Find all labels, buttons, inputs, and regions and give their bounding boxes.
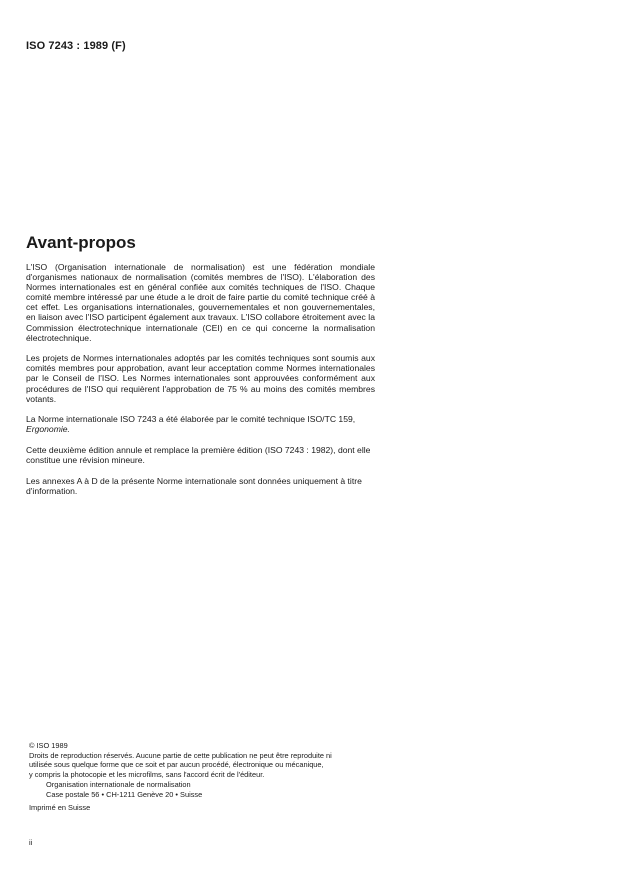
rights-line-1: Droits de reproduction réservés. Aucune partie de cette publication ne peut être reproduite ni	[29, 750, 332, 760]
organisation-address: Case postale 56 • CH-1211 Genève 20 • Suisse	[46, 789, 203, 799]
section-title: Avant-propos	[26, 233, 136, 252]
paragraph-iso-intro: L'ISO (Organisation internationale de normalisation) est une fédération mondiale d'organismes nationaux de normalisation (comités membres de l'ISO). L'élaboration des Normes internationales est en général confiée aux comités techniques de l'ISO. Chaque comité membre intéressé par une étude a le droit de faire partie du comité technique créé à cet effet. Les organisations internationales, gouvernementales et non gouvernementales, en liaison avec l'ISO participent également aux travaux. L'ISO collabore étroitement avec la Commission électrotechnique internationale (CEI) en ce qui concerne la normalisation électrotechnique.	[26, 262, 375, 343]
copyright-notice: © ISO 1989	[29, 741, 68, 750]
printed-in: Imprimé en Suisse	[29, 803, 91, 813]
paragraph-committee	[26, 414, 375, 434]
paragraph-edition: Cette deuxième édition annule et remplace la première édition (ISO 7243 : 1982), dont elle constitue une révision mineure.	[26, 444, 371, 465]
rights-line-3: y compris la photocopie et les microfilms, sans l'accord écrit de l'éditeur.	[29, 770, 265, 780]
foreword-body	[26, 262, 375, 506]
paragraph-approval: Les projets de Normes internationales adoptés par les comités techniques sont soumis aux comités membres pour approbation, avant leur acceptation comme Normes internationales par le Conseil de l'ISO. Les Normes internationales sont approuvées conformément aux procédures de l'ISO qui requièrent l'approbation de 75 % au moins des comités membres votants.	[26, 353, 375, 404]
paragraph-annexes: Les annexes A à D de la présente Norme internationale sont données uniquement à titre d'information.	[26, 475, 362, 496]
committee-name: Ergonomie.	[26, 424, 70, 435]
committee-text: La Norme internationale ISO 7243 a été élaborée par le comité technique ISO/TC 159,	[26, 414, 356, 425]
copyright-footer	[29, 741, 379, 813]
page-number: ii	[29, 838, 33, 847]
rights-line-2: utilisée sous quelque forme que ce soit et par aucun procédé, électronique ou mécanique,	[29, 760, 324, 770]
organisation-name: Organisation internationale de normalisation	[46, 779, 191, 789]
document-header: ISO 7243 : 1989 (F)	[26, 40, 126, 52]
